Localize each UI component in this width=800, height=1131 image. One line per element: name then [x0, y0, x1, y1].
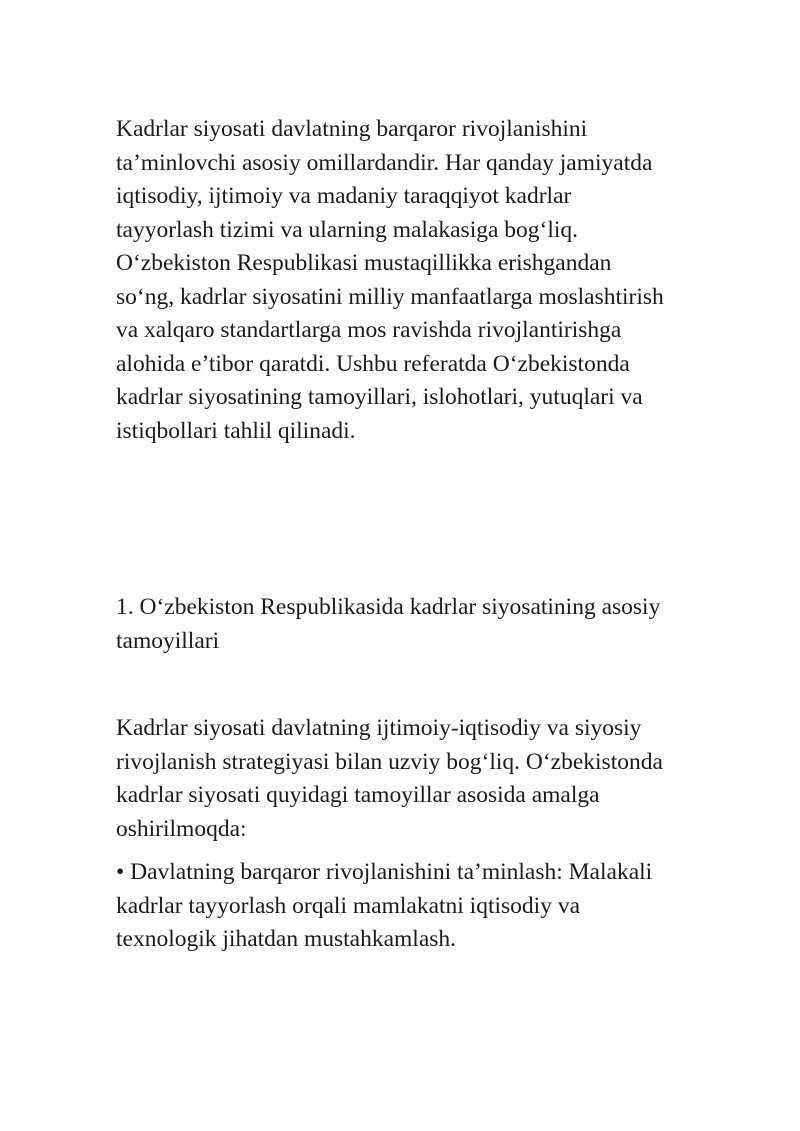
section-paragraph: Kadrlar siyosati davlatning ijtimoiy-iqtisodiy va siyosiy rivojlanish strategiyasi bilan uzviy bog‘liq. O‘zbekistonda kadrlar siyosati quyidagi tamoyillar asosida amalga oshirilmoqda:: [116, 715, 663, 842]
intro-paragraph: Kadrlar siyosati davlatning barqaror rivojlanishini ta’minlovchi asosiy omillardandir. Har qanday jamiyatda iqtisodiy, ijtimoiy va madaniy taraqqiyot kadrlar tayyorlash tizimi va ularning malakasiga bog‘liq. O‘zbekiston Respublikasi mustaqillikka erishgandan so‘ng, kadrlar siyosatini milliy manfaatlarga moslashtirish va xalqaro standartlarga mos ravishda rivojlantirishga alohida e’tibor qaratdi. Ushbu referatda O‘zbekistonda kadrlar siyosatining tamoyillari, islohotlari, yutuqlari va istiqbollari tahlil qilinadi.: [116, 116, 664, 444]
bullet-item: • Davlatning barqaror rivojlanishini ta’minlash: Malakali kadrlar tayyorlash orqali mamlakatni iqtisodiy va texnologik jihatdan mustahkamlash.: [116, 859, 653, 952]
section-heading: 1. O‘zbekiston Respublikasida kadrlar siyosatining asosiy tamoyillari: [116, 594, 661, 654]
